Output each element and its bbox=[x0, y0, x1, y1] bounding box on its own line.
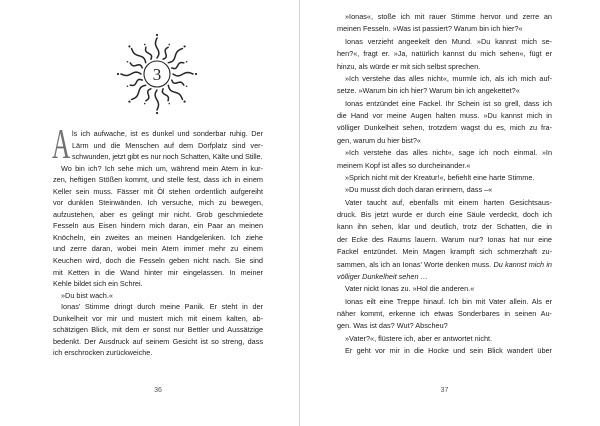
sun-ray bbox=[132, 49, 146, 63]
text-line: und zerre daran, wobei mein Atem immer mehr zu einem bbox=[53, 244, 263, 254]
text-line: Er geht vor mir in die Hocke und sein Blick wandert über bbox=[345, 346, 552, 356]
text-line: Keller sein muss. Fässer mit Öl stehen ordentlich aufgereiht bbox=[53, 186, 263, 196]
text-line: Lärm und die Menschen auf dem Dorfplatz sind ver- bbox=[72, 140, 263, 150]
sun-ray bbox=[132, 85, 146, 99]
text-line: »Ich verstehe das alles nicht«, sage ich noch einmal. »In bbox=[345, 148, 552, 158]
italic-quote: Du kannst mich in bbox=[493, 259, 552, 269]
text-line: gen, warum du hier bist?« bbox=[337, 135, 421, 145]
text-line: kann ihn sehen, klar und deutlich, trotz der Schatten, die in bbox=[337, 222, 552, 232]
text-line: Fesseln aus Eisen hindern mich daran, ein Paar an meinen bbox=[53, 221, 263, 231]
sun-ray bbox=[172, 63, 184, 69]
text-line: »Vater?«, flüstere ich, aber er antwortet nicht. bbox=[345, 333, 493, 343]
text-line: der Ecke des Raums lauern. Warum nur? Ionas hat nur eine bbox=[337, 234, 552, 244]
text-line: Ionas eilt eine Treppe hinauf. Ich bin mit Vater allein. Als er bbox=[345, 296, 552, 306]
text-line bbox=[337, 259, 552, 271]
sun-ray bbox=[130, 63, 142, 68]
text-line: Keuchen wird, doch die Fesseln geben nicht nach. Sie sind bbox=[53, 256, 263, 266]
text-line: ich erschrocken zurückweiche. bbox=[53, 348, 153, 358]
page-number: 37 bbox=[440, 387, 449, 394]
text-line: Vater taucht auf, ebenfalls mit einem harten Gesichtsaus- bbox=[345, 197, 552, 207]
text-line: Ionas verzieht angeekelt den Mund. »Du kannst mich se- bbox=[345, 36, 552, 46]
chapter-number: 3 bbox=[152, 65, 162, 84]
drop-cap: A bbox=[52, 122, 71, 168]
sun-ray-dot bbox=[156, 112, 158, 114]
sun-ray-dot bbox=[127, 61, 129, 63]
text-line: Ionas entzündet eine Fackel. Ihr Schein ist so grell, dass ich bbox=[345, 98, 552, 108]
text-line: setze. »Warum bin ich hier? Warum bin ich angekettet?« bbox=[337, 86, 520, 96]
sun-ray-dot bbox=[128, 45, 130, 47]
text-line: schätzigen Blick, mit dem er sonst nur Bettler und Aussätzige bbox=[53, 325, 263, 335]
sun-ray bbox=[146, 89, 151, 101]
sun-ray bbox=[168, 85, 182, 99]
sun-ray-dot bbox=[128, 100, 130, 102]
text-line: aufzustehen, aber es gelingt mir nicht. Grob geschmiedete bbox=[53, 209, 263, 219]
text-line: bedenkt. Der Ausdruck auf seinem Gesicht ist so streng, dass bbox=[53, 336, 263, 346]
text-line: Dunkelheit vor mir und mustert mich mit einem kalten, ab- bbox=[53, 313, 263, 323]
sun-ray bbox=[155, 90, 158, 110]
italic-quote: völliger Dunkelheit sehen … bbox=[337, 271, 428, 281]
text-line: Fackel entzündet. Mein Magen krampft sich schmerzhaft zu- bbox=[337, 247, 552, 257]
text-line: gen. Was ist das? Wut? Abscheu? bbox=[337, 321, 448, 331]
sun-ray bbox=[121, 72, 141, 75]
right-page bbox=[300, 0, 600, 426]
text-line: näher kommt, erkenne ich etwas Sonderbares in seinen Au- bbox=[337, 309, 552, 318]
sun-ray bbox=[172, 80, 184, 85]
text-line: Ionas’ Stimme dringt durch meine Panik. Er steht in der bbox=[61, 302, 263, 312]
text-line: »Sprich nicht mit der Kreatur!«, befiehlt eine harte Stimme. bbox=[345, 172, 535, 182]
text-line: hinzu, als würde er mit sich selbst sprechen. bbox=[337, 61, 481, 71]
text-line: Wo bin ich? Ich sehe mich um, während mein Atem in kur- bbox=[61, 163, 263, 173]
text-line bbox=[337, 271, 552, 283]
body-text-right bbox=[337, 11, 552, 358]
sun-ray-dot bbox=[195, 73, 197, 75]
sun-ray-dot bbox=[183, 45, 185, 47]
sun-ray-dot bbox=[168, 44, 170, 46]
text-line: Kehle bildet sich ein Schrei. bbox=[53, 279, 143, 289]
text-line: die Hand vor meine Augen halten muss. »Du kannst mich in bbox=[337, 111, 552, 120]
text-line: ls ich aufwache, ist es dunkel und sonderbar ruhig. Der bbox=[72, 129, 263, 138]
text-line: »Ich verstehe das alles nicht«, murmle ich, als ich mich auf- bbox=[345, 73, 552, 83]
sun-ray bbox=[173, 72, 193, 75]
text-line: »Ionas«, stoße ich mit rauer Stimme hervor und zerre an bbox=[345, 12, 552, 21]
sun-ray-dot bbox=[186, 61, 188, 63]
sun-ray-dot bbox=[156, 34, 158, 36]
body-text-left bbox=[53, 128, 263, 359]
text-line: schwunden, jetzt gibt es nur noch Schatten, Kälte und Stille. bbox=[72, 152, 263, 162]
text-line: Knöcheln, ein zweites an meinen Handgelenken. Ich ziehe bbox=[53, 232, 263, 242]
sun-ray bbox=[162, 89, 168, 101]
sun-ray bbox=[155, 38, 158, 58]
text-line: »Du musst dich doch daran erinnern, dass –« bbox=[345, 185, 493, 195]
sun-ray-dot bbox=[117, 73, 119, 75]
text-line: mit Ketten in die Wand hinter mir eingelassen. In meiner bbox=[53, 267, 263, 277]
chapter-sun-ornament bbox=[115, 32, 199, 116]
sun-ray-dot bbox=[186, 85, 188, 87]
sun-ray-dot bbox=[144, 103, 146, 105]
sun-ray bbox=[130, 79, 142, 85]
text-line: druck. Bis jetzt wurde er durch eine Säule verdeckt, doch ich bbox=[337, 210, 552, 219]
sun-ray-dot bbox=[183, 100, 185, 102]
sun-ray bbox=[146, 47, 152, 59]
sun-ray bbox=[168, 49, 182, 63]
text-line: hen?«, fragt er. »Ja, natürlich kannst du mich sehen«, fügt er bbox=[337, 49, 552, 59]
sun-ray-dot bbox=[144, 44, 146, 46]
text-line: meinen Fesseln. »Was ist passiert? Warum bin ich hier?« bbox=[337, 24, 523, 34]
text-line: völliger Dunkelheit sehen, trotzdem wagst du es, mich zu fra- bbox=[337, 123, 552, 133]
sun-ray-dot bbox=[127, 85, 129, 87]
text-line: Vater nickt Ionas zu. »Hol die anderen.« bbox=[345, 284, 475, 294]
text-line: meinem Kopf ist alles so durcheinander.« bbox=[337, 160, 471, 170]
text-line: »Du bist wach.« bbox=[61, 290, 113, 300]
sun-ray bbox=[163, 47, 168, 59]
text-line: zen, heftigen Stößen kommt, und stelle fest, dass ich in einem bbox=[53, 175, 263, 185]
page-number: 36 bbox=[154, 387, 162, 394]
text-segment: sammen, als ich an Ionas’ Worte denken muss. bbox=[337, 259, 492, 269]
text-line: vor dunklen Steinwänden. Ich versuche, mich zu bewegen, bbox=[53, 198, 263, 208]
sun-ray-dot bbox=[168, 103, 170, 105]
